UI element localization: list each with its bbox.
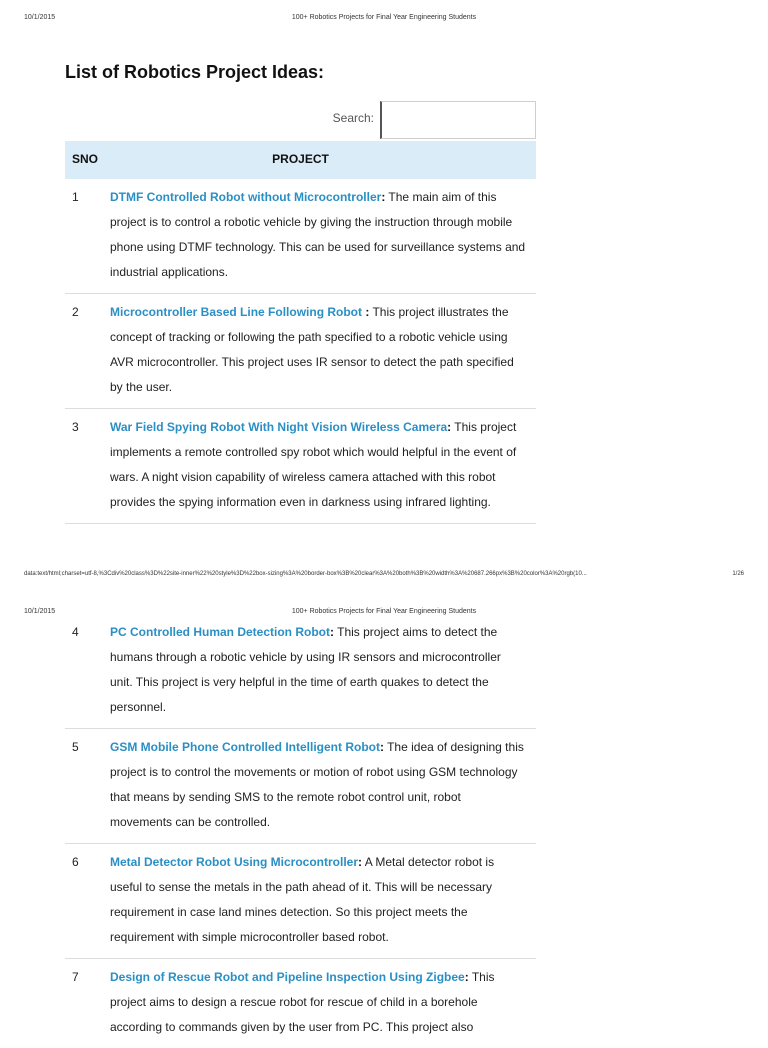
row-description xyxy=(110,620,526,720)
project-link[interactable]: Microcontroller Based Line Following Robot xyxy=(110,305,363,319)
project-summary: A Metal detector robot is useful to sense the metals in the path ahead of it. This will be necessary requirement in case land mines detection. So this project meets the requirement with simple microcontroller based robot. xyxy=(110,855,495,944)
project-link[interactable]: PC Controlled Human Detection Robot xyxy=(110,625,330,639)
row-description xyxy=(110,415,526,515)
row-description xyxy=(110,300,526,400)
table-row xyxy=(65,729,536,844)
table-row xyxy=(65,614,536,729)
projects-table-continued xyxy=(65,614,536,1048)
print-title: 100+ Robotics Projects for Final Year Engineering Students xyxy=(291,608,477,615)
project-link[interactable]: Design of Rescue Robot and Pipeline Inspection Using Zigbee xyxy=(110,970,465,984)
project-link[interactable]: Metal Detector Robot Using Microcontroller xyxy=(110,855,359,869)
row-sno: 4 xyxy=(72,625,79,639)
print-date: 10/1/2015 xyxy=(24,14,56,21)
project-summary: This project implements a remote controlled spy robot which would helpful in the event of wars. A night vision capability of wireless camera attached with this robot provides the spying information even in darkness using infrared lighting. xyxy=(110,420,517,509)
print-date: 10/1/2015 xyxy=(24,608,56,615)
row-colon: : xyxy=(362,305,370,319)
row-sno: 1 xyxy=(72,190,79,204)
project-link[interactable]: War Field Spying Robot With Night Vision Wireless Camera xyxy=(110,420,448,434)
row-colon: : xyxy=(358,855,363,869)
search-label: Search: xyxy=(332,111,374,125)
row-colon: : xyxy=(379,740,384,754)
page-title: List of Robotics Project Ideas: xyxy=(65,62,325,82)
table-header xyxy=(65,141,536,179)
row-sno: 7 xyxy=(72,970,79,984)
project-summary: This project aims to detect the humans through a robotic vehicle by using IR sensors and microcontroller unit. This project is very helpful in the time of earth quakes to detect the personnel. xyxy=(110,625,501,714)
row-colon: : xyxy=(381,190,386,204)
row-description xyxy=(110,185,526,285)
project-summary: This project illustrates the concept of tracking or following the path specified to a robotic vehicle using AVR microcontroller. This project uses IR sensor to detect the path specified by the user. xyxy=(110,305,514,394)
page-header xyxy=(24,12,744,24)
table-row xyxy=(65,409,536,524)
page-footer xyxy=(24,568,744,580)
search-bar xyxy=(320,101,536,141)
row-description xyxy=(110,850,526,950)
row-description xyxy=(110,965,526,1040)
row-colon: : xyxy=(464,970,469,984)
table-row xyxy=(65,294,536,409)
row-colon: : xyxy=(330,625,334,639)
row-description xyxy=(110,735,526,835)
row-colon: : xyxy=(447,420,452,434)
row-sno: 6 xyxy=(72,855,79,869)
table-row xyxy=(65,959,536,1048)
project-summary: The main aim of this project is to control a robotic vehicle by giving the instruction through mobile phone using DTMF technology. This can be used for surveillance systems and industrial applications. xyxy=(110,190,526,279)
table-row xyxy=(65,179,536,294)
page-number: 1/26 xyxy=(732,571,744,577)
project-summary: This project aims to design a rescue robot for rescue of child in a borehole according to commands given by the user from PC. This project also xyxy=(110,970,495,1034)
projects-table xyxy=(65,141,536,524)
project-link[interactable]: GSM Mobile Phone Controlled Intelligent Robot xyxy=(110,740,380,754)
table-row xyxy=(65,844,536,959)
print-url: data:text/html;charset=utf-8,%3Cdiv%20class%3D%22site-inner%22%20style%3D%22box-sizing%3A%20border-box%3B%20clear%3A%20both%3B%20width%3A%20687.266px%3B%20color%3A%20rgb(10... xyxy=(24,571,587,577)
column-header-sno[interactable]: SNO xyxy=(72,152,99,166)
row-sno: 2 xyxy=(72,305,79,319)
search-input[interactable] xyxy=(380,101,536,139)
project-summary: The idea of designing this project is to control the movements or motion of robot using GSM technology that means by sending SMS to the remote robot control unit, robot movements can be controlled. xyxy=(110,740,524,829)
row-sno: 3 xyxy=(72,420,79,434)
print-title: 100+ Robotics Projects for Final Year Engineering Students xyxy=(291,14,477,21)
row-sno: 5 xyxy=(72,740,79,754)
column-header-project[interactable]: PROJECT xyxy=(272,152,329,166)
project-link[interactable]: DTMF Controlled Robot without Microcontroller xyxy=(110,190,382,204)
